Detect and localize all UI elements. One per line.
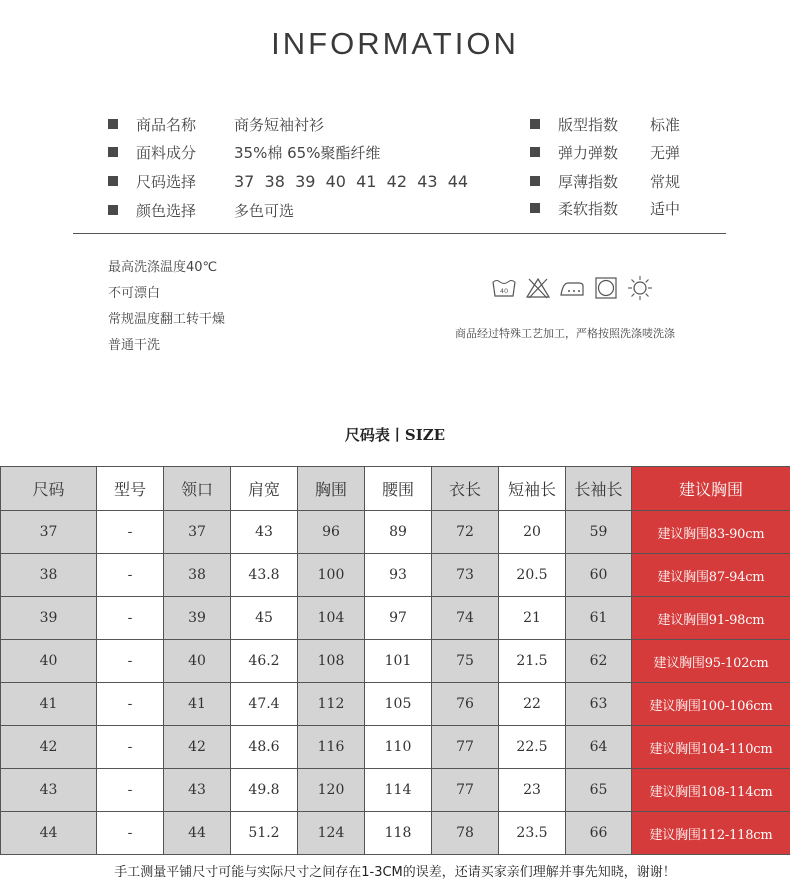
cell-waist: 110 — [365, 726, 432, 769]
cell-size: 43 — [1, 769, 97, 812]
cell-collar: 38 — [164, 554, 231, 597]
cell-size: 41 — [1, 683, 97, 726]
info-item-product-name — [108, 114, 408, 134]
info-item-fit — [530, 114, 730, 134]
cell-chest: 100 — [298, 554, 365, 597]
table-row — [1, 726, 790, 769]
cell-long-sleeve: 65 — [566, 769, 632, 812]
cell-short-sleeve: 21 — [499, 597, 566, 640]
cell-size: 38 — [1, 554, 97, 597]
info-value: 多色可选 — [234, 201, 295, 220]
page-title: INFORMATION — [271, 26, 519, 61]
cell-suggested-chest: 建议胸围91-98cm — [632, 597, 790, 640]
cell-suggested-chest: 建议胸围95-102cm — [632, 640, 790, 683]
cell-waist: 93 — [365, 554, 432, 597]
cell-suggested-chest: 建议胸围104-110cm — [632, 726, 790, 769]
bullet-square-icon — [530, 119, 540, 129]
care-note: 商品经过特殊工艺加工，严格按照洗涤唛洗涤 — [455, 327, 675, 340]
cell-long-sleeve: 64 — [566, 726, 632, 769]
footer-note: 手工测量平铺尺寸可能与实际尺寸之间存在1-3CM的误差，还请买家亲们理解并事先知晓，谢谢！ — [114, 865, 676, 880]
info-item-sizes — [108, 171, 508, 191]
cell-collar: 44 — [164, 812, 231, 855]
care-line-wash-temp: 最高洗涤温度40℃ — [108, 260, 218, 275]
cell-long-sleeve: 60 — [566, 554, 632, 597]
header-waist: 腰围 — [365, 467, 432, 511]
header-length: 衣长 — [432, 467, 499, 511]
care-line-dry-clean: 普通干洗 — [108, 338, 161, 353]
header-long-sleeve: 长袖长 — [566, 467, 632, 511]
header-shoulder: 肩宽 — [231, 467, 298, 511]
info-label: 商品名称 — [136, 115, 197, 134]
info-value: 商务短袖衬衫 — [234, 115, 325, 134]
info-label: 颜色选择 — [136, 201, 197, 220]
cell-waist: 105 — [365, 683, 432, 726]
no-bleach-icon — [524, 276, 551, 300]
cell-short-sleeve: 20 — [499, 511, 566, 554]
tumble-dry-icon — [592, 276, 619, 300]
info-label: 版型指数 — [558, 115, 619, 134]
table-row — [1, 640, 790, 683]
cell-model: - — [97, 812, 164, 855]
cell-shoulder: 47.4 — [231, 683, 298, 726]
bullet-square-icon — [108, 205, 118, 215]
cell-collar: 42 — [164, 726, 231, 769]
cell-size: 44 — [1, 812, 97, 855]
info-label: 尺码选择 — [136, 172, 197, 191]
table-row — [1, 769, 790, 812]
bullet-square-icon — [530, 203, 540, 213]
bullet-square-icon — [530, 147, 540, 157]
cell-length: 78 — [432, 812, 499, 855]
cell-model: - — [97, 597, 164, 640]
bullet-square-icon — [108, 176, 118, 186]
info-label: 弹力弹数 — [558, 143, 619, 162]
cell-short-sleeve: 23.5 — [499, 812, 566, 855]
cell-long-sleeve: 61 — [566, 597, 632, 640]
header-chest: 胸围 — [298, 467, 365, 511]
cell-chest: 120 — [298, 769, 365, 812]
cell-suggested-chest: 建议胸围108-114cm — [632, 769, 790, 812]
cell-shoulder: 46.2 — [231, 640, 298, 683]
table-row — [1, 554, 790, 597]
section-divider — [73, 233, 726, 234]
cell-model: - — [97, 726, 164, 769]
info-value: 35%棉 65%聚酯纤维 — [234, 143, 381, 162]
info-value: 适中 — [650, 199, 681, 218]
cell-short-sleeve: 21.5 — [499, 640, 566, 683]
cell-long-sleeve: 62 — [566, 640, 632, 683]
cell-length: 74 — [432, 597, 499, 640]
cell-short-sleeve: 22.5 — [499, 726, 566, 769]
cell-model: - — [97, 640, 164, 683]
cell-collar: 43 — [164, 769, 231, 812]
cell-collar: 37 — [164, 511, 231, 554]
cell-chest: 112 — [298, 683, 365, 726]
header-size: 尺码 — [1, 467, 97, 511]
table-header-row — [1, 467, 790, 511]
cell-suggested-chest: 建议胸围112-118cm — [632, 812, 790, 855]
table-row — [1, 597, 790, 640]
size-table — [0, 466, 790, 855]
cell-suggested-chest: 建议胸围87-94cm — [632, 554, 790, 597]
header-short-sleeve: 短袖长 — [499, 467, 566, 511]
iron-icon — [558, 276, 585, 300]
cell-chest: 124 — [298, 812, 365, 855]
header-suggested-chest: 建议胸围 — [632, 467, 790, 511]
care-icons — [490, 276, 653, 300]
cell-size: 40 — [1, 640, 97, 683]
cell-shoulder: 48.6 — [231, 726, 298, 769]
cell-size: 39 — [1, 597, 97, 640]
cell-size: 42 — [1, 726, 97, 769]
cell-long-sleeve: 59 — [566, 511, 632, 554]
header-model: 型号 — [97, 467, 164, 511]
cell-model: - — [97, 511, 164, 554]
cell-shoulder: 45 — [231, 597, 298, 640]
table-row — [1, 683, 790, 726]
cell-chest: 116 — [298, 726, 365, 769]
cell-waist: 101 — [365, 640, 432, 683]
table-row — [1, 812, 790, 855]
cell-model: - — [97, 769, 164, 812]
header-collar: 领口 — [164, 467, 231, 511]
cell-shoulder: 43.8 — [231, 554, 298, 597]
info-item-fabric — [108, 142, 408, 162]
bullet-square-icon — [108, 147, 118, 157]
info-label: 厚薄指数 — [558, 172, 619, 191]
cell-suggested-chest: 建议胸围100-106cm — [632, 683, 790, 726]
cell-length: 76 — [432, 683, 499, 726]
table-row — [1, 511, 790, 554]
cell-collar: 39 — [164, 597, 231, 640]
cell-long-sleeve: 66 — [566, 812, 632, 855]
cell-model: - — [97, 554, 164, 597]
bullet-square-icon — [108, 119, 118, 129]
cell-short-sleeve: 20.5 — [499, 554, 566, 597]
cell-chest: 104 — [298, 597, 365, 640]
cell-shoulder: 43 — [231, 511, 298, 554]
cell-shoulder: 51.2 — [231, 812, 298, 855]
bullet-square-icon — [530, 176, 540, 186]
cell-shoulder: 49.8 — [231, 769, 298, 812]
cell-waist: 89 — [365, 511, 432, 554]
cell-length: 73 — [432, 554, 499, 597]
cell-chest: 96 — [298, 511, 365, 554]
info-item-thickness — [530, 171, 730, 191]
cell-short-sleeve: 23 — [499, 769, 566, 812]
info-item-elasticity — [530, 142, 730, 162]
size-table-title: 尺码表丨SIZE — [344, 426, 446, 444]
cell-size: 37 — [1, 511, 97, 554]
cell-length: 75 — [432, 640, 499, 683]
info-label: 柔软指数 — [558, 199, 619, 218]
info-item-softness — [530, 198, 730, 218]
cell-length: 77 — [432, 726, 499, 769]
cell-chest: 108 — [298, 640, 365, 683]
info-value: 标准 — [650, 115, 681, 134]
cell-collar: 40 — [164, 640, 231, 683]
cell-long-sleeve: 63 — [566, 683, 632, 726]
cell-length: 72 — [432, 511, 499, 554]
svg-text:40: 40 — [499, 287, 508, 295]
cell-short-sleeve: 22 — [499, 683, 566, 726]
cell-length: 77 — [432, 769, 499, 812]
info-value: 37 38 39 40 41 42 43 44 — [234, 171, 469, 191]
info-label: 面料成分 — [136, 143, 197, 162]
care-line-no-bleach: 不可漂白 — [108, 286, 161, 301]
care-line-tumble-dry: 常规温度翻工转干燥 — [108, 312, 226, 327]
cell-model: - — [97, 683, 164, 726]
wash-40-icon — [490, 276, 517, 300]
cell-collar: 41 — [164, 683, 231, 726]
cell-waist: 118 — [365, 812, 432, 855]
info-value: 常规 — [650, 172, 681, 191]
cell-waist: 97 — [365, 597, 432, 640]
dry-clean-icon — [626, 276, 653, 300]
info-item-color — [108, 200, 408, 220]
info-value: 无弹 — [650, 143, 681, 162]
cell-suggested-chest: 建议胸围83-90cm — [632, 511, 790, 554]
cell-waist: 114 — [365, 769, 432, 812]
